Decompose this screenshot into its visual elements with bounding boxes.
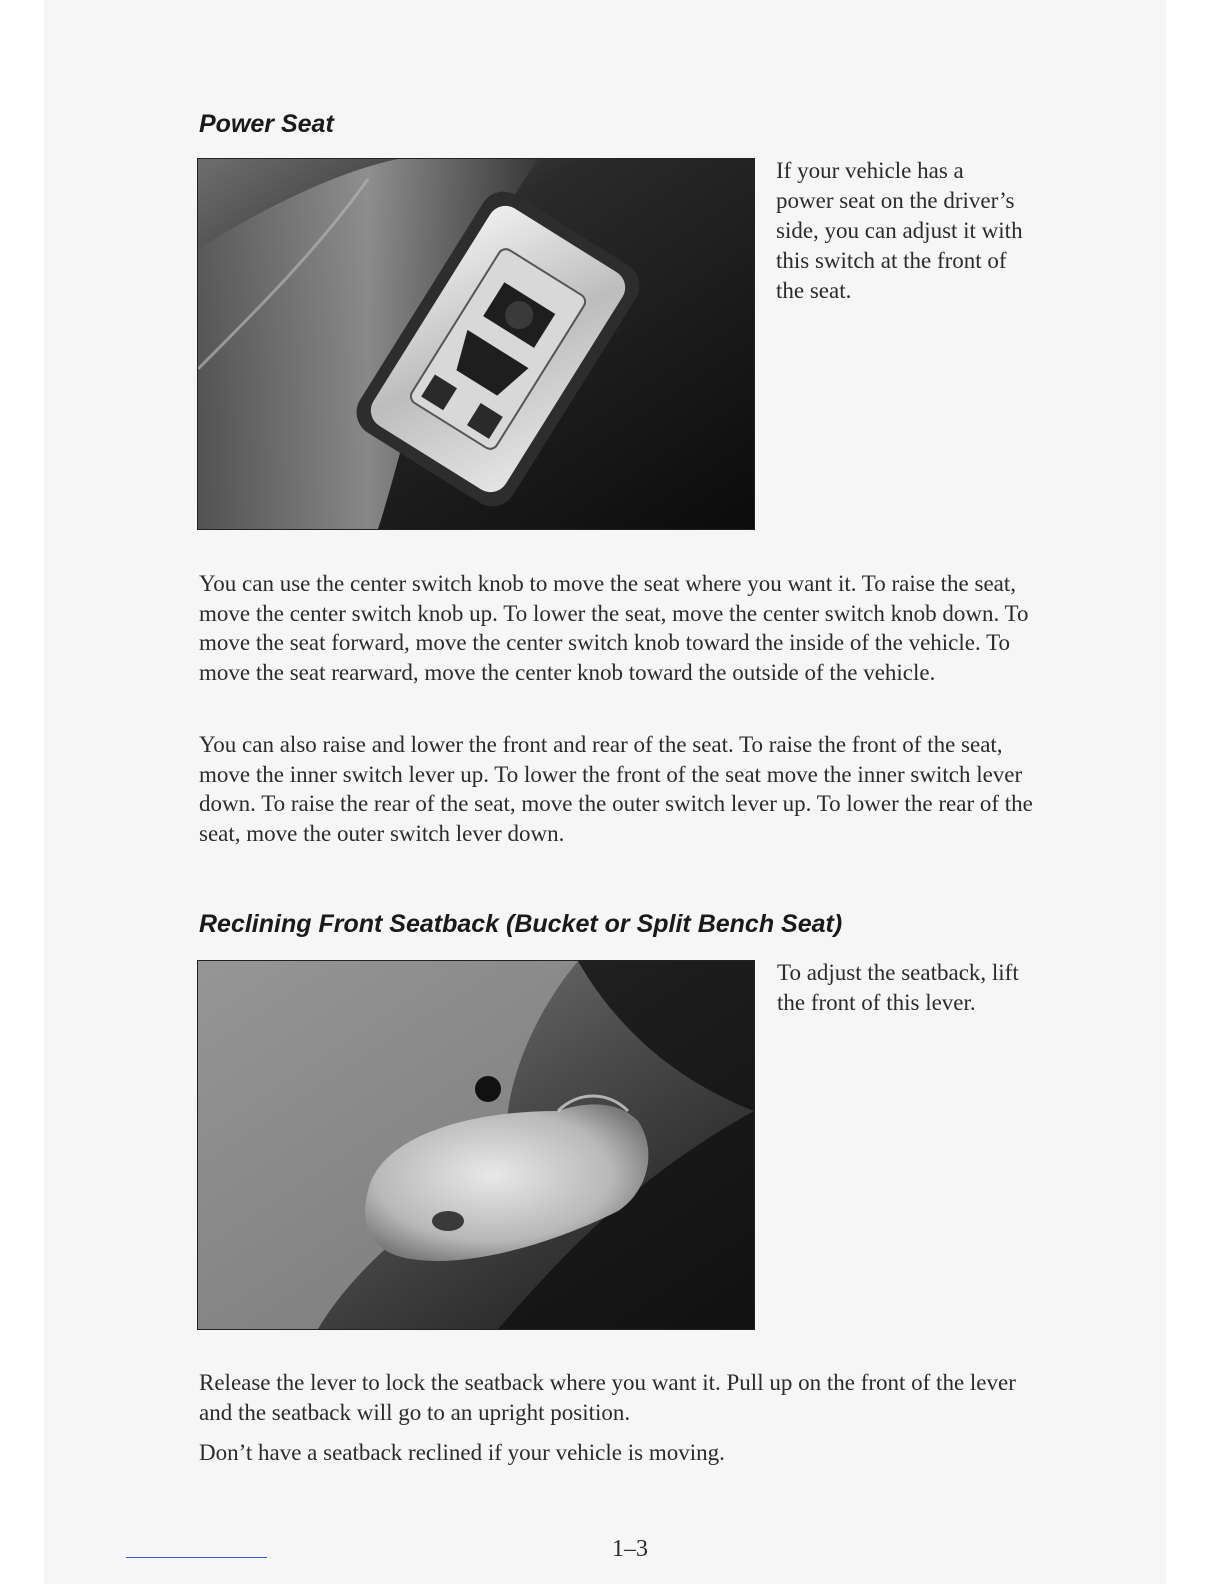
power-seat-photo-caption: If your vehicle has a power seat on the driver’s side, you can adjust it with this switch at the front of the seat. <box>776 158 1023 303</box>
power-seat-switch-photo <box>197 158 755 530</box>
recliner-paragraph-warning: Don’t have a seatback reclined if your vehicle is moving. <box>199 1440 725 1465</box>
recliner-paragraph-release: Release the lever to lock the seatback where you want it. Pull up on the front of the lever and the seatback will go to an upright position. <box>199 1370 1016 1425</box>
power-seat-paragraph-front-rear: You can also raise and lower the front and rear of the seat. To raise the front of the seat, move the inner switch lever up. To lower the front of the seat move the inner switch lever down. To raise the rear of the seat, move the outer switch lever up. To lower the rear of the seat, move the outer switch lever down. <box>199 732 1033 846</box>
page-number: 1–3 <box>612 1536 648 1562</box>
footer-link-underline <box>126 1557 267 1558</box>
recliner-photo-caption: To adjust the seatback, lift the front of this lever. <box>777 960 1019 1015</box>
recliner-lever-photo <box>197 960 755 1330</box>
reclining-seatback-heading: Reclining Front Seatback (Bucket or Split Bench Seat) <box>199 910 843 938</box>
power-seat-paragraph-center-knob: You can use the center switch knob to move the seat where you want it. To raise the seat, move the center switch knob up. To lower the seat, move the center switch knob down. To move the seat forward, move the center switch knob toward the inside of the vehicle. To move the seat rearward, move the center knob toward the outside of the vehicle. <box>199 571 1029 685</box>
power-seat-heading: Power Seat <box>199 110 334 138</box>
